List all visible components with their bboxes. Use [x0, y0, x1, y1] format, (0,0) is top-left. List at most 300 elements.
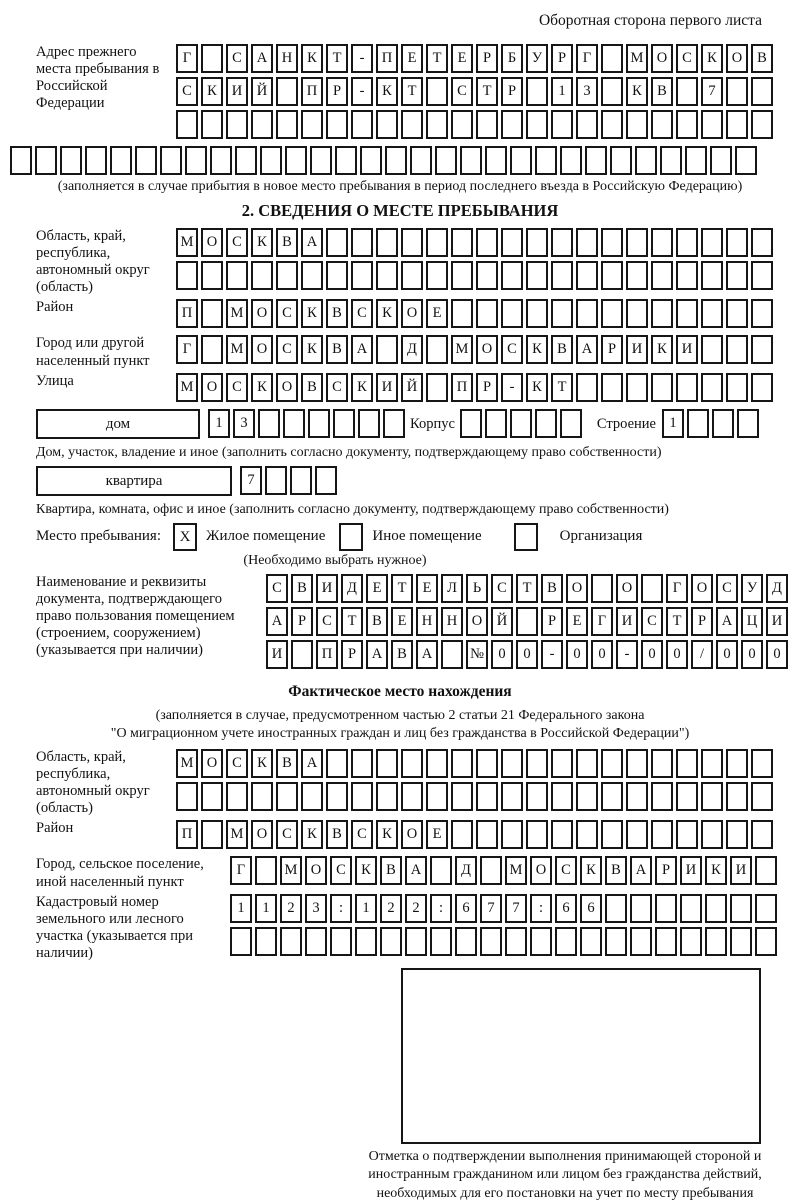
char-cell: В — [301, 373, 323, 402]
char-cell: 0 — [741, 640, 763, 669]
char-cell: 0 — [666, 640, 688, 669]
char-cell — [651, 110, 673, 139]
section2-title: 2. СВЕДЕНИЯ О МЕСТЕ ПРЕБЫВАНИЯ — [241, 201, 559, 220]
char-cell: Т — [551, 373, 573, 402]
char-cell: П — [176, 299, 198, 328]
char-cell — [560, 409, 582, 438]
char-cell: В — [651, 77, 673, 106]
char-cell: Т — [516, 574, 538, 603]
char-cell — [651, 373, 673, 402]
char-cell: Г — [591, 607, 613, 636]
char-cell — [660, 146, 682, 175]
char-cell: 6 — [555, 894, 577, 923]
dom-row — [36, 409, 790, 442]
char-cell: 7 — [505, 894, 527, 923]
char-cell: К — [526, 373, 548, 402]
char-cell — [635, 146, 657, 175]
char-cell — [435, 146, 457, 175]
char-cell — [110, 146, 132, 175]
char-cell: С — [641, 607, 663, 636]
char-cell — [290, 466, 312, 495]
char-cell: И — [226, 77, 248, 106]
char-cell — [355, 927, 377, 956]
char-cell — [751, 820, 773, 849]
char-cell — [687, 409, 709, 438]
checkbox-organization — [514, 523, 538, 551]
fact-rayon-block — [10, 820, 790, 853]
char-cell: И — [730, 856, 752, 885]
char-cell — [301, 110, 323, 139]
char-cell: С — [716, 574, 738, 603]
char-cell — [176, 782, 198, 811]
char-cell — [401, 782, 423, 811]
char-cell — [576, 373, 598, 402]
char-cell — [441, 640, 463, 669]
char-cell: С — [226, 373, 248, 402]
ulitsa-row — [176, 373, 776, 403]
char-cell — [530, 927, 552, 956]
char-cell: - — [501, 373, 523, 402]
char-cell — [726, 299, 748, 328]
char-cell — [201, 110, 223, 139]
fact-oblast-label: Область, край, республика, автономный округ (область) — [36, 749, 150, 817]
char-cell — [455, 927, 477, 956]
char-cell: М — [226, 299, 248, 328]
char-cell: М — [226, 820, 248, 849]
char-cell: Р — [601, 335, 623, 364]
gorod-block — [10, 335, 790, 369]
char-cell — [265, 466, 287, 495]
char-cell: К — [251, 749, 273, 778]
char-cell — [526, 299, 548, 328]
char-cell — [451, 749, 473, 778]
char-cell — [201, 820, 223, 849]
char-cell — [551, 299, 573, 328]
char-cell — [401, 261, 423, 290]
char-cell — [576, 299, 598, 328]
char-cell: : — [430, 894, 452, 923]
rayon-block — [10, 299, 790, 332]
char-cell — [476, 228, 498, 257]
char-cell: С — [226, 44, 248, 73]
char-cell — [451, 228, 473, 257]
kadastr-row-2 — [230, 927, 780, 957]
rayon-row — [176, 299, 776, 329]
char-cell: С — [351, 820, 373, 849]
char-cell — [601, 373, 623, 402]
ulitsa-block — [10, 373, 790, 406]
char-cell — [430, 856, 452, 885]
char-cell — [535, 409, 557, 438]
char-cell: 0 — [766, 640, 788, 669]
oblast-label: Область, край, республика, автономный округ (область) — [36, 228, 150, 296]
char-cell: М — [626, 44, 648, 73]
char-cell — [626, 749, 648, 778]
char-cell — [601, 110, 623, 139]
char-cell — [701, 335, 723, 364]
char-cell: М — [176, 749, 198, 778]
char-cell — [526, 77, 548, 106]
fact-gorod-block — [10, 856, 790, 890]
char-cell — [551, 782, 573, 811]
char-cell: 0 — [716, 640, 738, 669]
char-cell — [676, 299, 698, 328]
char-cell: О — [691, 574, 713, 603]
char-cell: У — [526, 44, 548, 73]
char-cell: Н — [276, 44, 298, 73]
char-cell — [651, 782, 673, 811]
char-cell — [701, 820, 723, 849]
oblast-row-2 — [176, 261, 776, 291]
doc-block — [10, 574, 790, 673]
char-cell: / — [691, 640, 713, 669]
char-cell — [726, 77, 748, 106]
char-cell — [626, 261, 648, 290]
char-cell — [551, 261, 573, 290]
char-cell — [251, 110, 273, 139]
prev-address-row-3 — [176, 110, 776, 140]
char-cell — [385, 146, 407, 175]
char-cell: К — [301, 299, 323, 328]
char-cell — [576, 749, 598, 778]
fact-note-line-1: (заполняется в случае, предусмотренном частью 2 статьи 21 Федерального закона — [155, 707, 645, 723]
char-cell — [301, 782, 323, 811]
char-cell — [701, 261, 723, 290]
char-cell — [383, 409, 405, 438]
char-cell: Й — [401, 373, 423, 402]
char-cell — [376, 110, 398, 139]
fact-rayon-row — [176, 820, 776, 850]
char-cell — [712, 409, 734, 438]
char-cell — [201, 782, 223, 811]
char-cell — [305, 927, 327, 956]
char-cell: А — [266, 607, 288, 636]
char-cell — [451, 782, 473, 811]
char-cell: О — [251, 299, 273, 328]
prev-address-row-1 — [176, 44, 776, 74]
char-cell: 3 — [233, 409, 255, 438]
char-cell: И — [266, 640, 288, 669]
char-cell: Т — [426, 44, 448, 73]
char-cell — [710, 146, 732, 175]
char-cell — [326, 110, 348, 139]
char-cell — [501, 261, 523, 290]
char-cell: - — [541, 640, 563, 669]
char-cell: М — [176, 373, 198, 402]
char-cell — [451, 261, 473, 290]
char-cell — [601, 77, 623, 106]
char-cell — [426, 261, 448, 290]
char-cell — [601, 44, 623, 73]
char-cell — [601, 782, 623, 811]
char-cell: А — [716, 607, 738, 636]
char-cell — [555, 927, 577, 956]
char-cell — [280, 927, 302, 956]
char-cell: О — [401, 820, 423, 849]
char-cell: С — [226, 749, 248, 778]
char-cell — [651, 228, 673, 257]
char-cell — [426, 782, 448, 811]
char-cell — [460, 409, 482, 438]
char-cell: К — [376, 77, 398, 106]
char-cell: А — [630, 856, 652, 885]
char-cell — [701, 110, 723, 139]
char-cell: С — [276, 299, 298, 328]
char-cell: А — [405, 856, 427, 885]
confirmation-stamp-note: Отметка о подтверждении выполнения принимающей стороной и иностранным гражданином или лицом без гражданства действий, необходимых для его постановки на учет по месту пребывания — [368, 1149, 762, 1201]
char-cell — [576, 782, 598, 811]
char-cell: О — [476, 335, 498, 364]
char-cell: А — [301, 749, 323, 778]
char-cell: Г — [576, 44, 598, 73]
char-cell: Й — [491, 607, 513, 636]
char-cell — [655, 927, 677, 956]
char-cell: В — [605, 856, 627, 885]
char-cell — [476, 110, 498, 139]
stroenie-cells — [662, 409, 762, 439]
char-cell — [591, 574, 613, 603]
char-cell: И — [680, 856, 702, 885]
char-cell: О — [726, 44, 748, 73]
char-cell: А — [576, 335, 598, 364]
char-cell: К — [301, 335, 323, 364]
char-cell — [326, 782, 348, 811]
char-cell — [726, 749, 748, 778]
char-cell — [526, 820, 548, 849]
char-cell — [751, 299, 773, 328]
char-cell: 0 — [516, 640, 538, 669]
char-cell: О — [201, 228, 223, 257]
char-cell — [351, 228, 373, 257]
char-cell: А — [351, 335, 373, 364]
char-cell: О — [201, 373, 223, 402]
char-cell — [326, 261, 348, 290]
char-cell — [501, 228, 523, 257]
char-cell: Л — [441, 574, 463, 603]
char-cell — [576, 261, 598, 290]
char-cell: А — [416, 640, 438, 669]
char-cell — [701, 749, 723, 778]
char-cell — [185, 146, 207, 175]
char-cell — [210, 146, 232, 175]
char-cell — [685, 146, 707, 175]
kadastr-label: Кадастровый номер земельного или лесного участка (указывается при наличии) — [36, 893, 193, 962]
char-cell — [376, 228, 398, 257]
char-cell: К — [580, 856, 602, 885]
char-cell — [726, 110, 748, 139]
char-cell — [701, 299, 723, 328]
char-cell: В — [326, 335, 348, 364]
char-cell: А — [366, 640, 388, 669]
doc-row-3 — [266, 640, 791, 670]
char-cell: П — [451, 373, 473, 402]
gorod-row — [176, 335, 776, 365]
char-cell: С — [451, 77, 473, 106]
char-cell — [315, 466, 337, 495]
char-cell — [576, 820, 598, 849]
char-cell: С — [176, 77, 198, 106]
doc-row-2 — [266, 607, 791, 637]
char-cell — [201, 299, 223, 328]
char-cell — [601, 228, 623, 257]
char-cell — [426, 77, 448, 106]
option-other-premises-label: Иное помещение — [372, 528, 482, 545]
char-cell — [460, 146, 482, 175]
fact-oblast-row-2 — [176, 782, 776, 812]
char-cell — [626, 782, 648, 811]
char-cell: А — [251, 44, 273, 73]
char-cell: 7 — [240, 466, 262, 495]
char-cell: О — [251, 335, 273, 364]
char-cell — [580, 927, 602, 956]
char-cell: Е — [366, 574, 388, 603]
char-cell — [335, 146, 357, 175]
ulitsa-label: Улица — [36, 372, 74, 389]
char-cell — [560, 146, 582, 175]
char-cell — [526, 228, 548, 257]
place-type-label: Место пребывания: — [36, 528, 161, 545]
rayon-label: Район — [36, 299, 74, 316]
char-cell — [501, 749, 523, 778]
char-cell: - — [351, 44, 373, 73]
char-cell — [605, 894, 627, 923]
char-cell: 1 — [230, 894, 252, 923]
char-cell — [255, 927, 277, 956]
char-cell: 3 — [576, 77, 598, 106]
char-cell: Е — [426, 820, 448, 849]
page-header-note: Оборотная сторона первого листа — [538, 12, 762, 29]
char-cell: О — [651, 44, 673, 73]
char-cell — [251, 261, 273, 290]
char-cell: 2 — [280, 894, 302, 923]
char-cell: В — [391, 640, 413, 669]
char-cell — [516, 607, 538, 636]
char-cell: К — [376, 299, 398, 328]
char-cell: П — [376, 44, 398, 73]
char-cell — [310, 146, 332, 175]
char-cell — [705, 927, 727, 956]
char-cell — [326, 749, 348, 778]
char-cell: 6 — [455, 894, 477, 923]
char-cell — [251, 782, 273, 811]
char-cell: Е — [416, 574, 438, 603]
char-cell: К — [705, 856, 727, 885]
char-cell — [737, 409, 759, 438]
char-cell — [510, 409, 532, 438]
char-cell — [485, 146, 507, 175]
char-cell — [308, 409, 330, 438]
char-cell — [676, 373, 698, 402]
char-cell: В — [276, 749, 298, 778]
char-cell: В — [276, 228, 298, 257]
char-cell — [676, 77, 698, 106]
char-cell: 2 — [380, 894, 402, 923]
char-cell: П — [301, 77, 323, 106]
char-cell — [510, 146, 532, 175]
confirmation-stamp-box — [401, 968, 761, 1144]
char-cell — [680, 894, 702, 923]
char-cell — [226, 261, 248, 290]
char-cell — [351, 782, 373, 811]
char-cell — [301, 261, 323, 290]
char-cell — [641, 574, 663, 603]
prev-address-block — [10, 44, 790, 143]
char-cell — [680, 927, 702, 956]
char-cell — [255, 856, 277, 885]
oblast-block — [10, 228, 790, 296]
char-cell — [376, 335, 398, 364]
char-cell — [726, 782, 748, 811]
char-cell — [476, 749, 498, 778]
char-cell: 1 — [551, 77, 573, 106]
char-cell: С — [351, 299, 373, 328]
kvartira-note: Квартира, комната, офис и иное (заполнить согласно документу, подтверждающему право собственности) — [36, 501, 669, 517]
char-cell: С — [501, 335, 523, 364]
char-cell — [610, 146, 632, 175]
char-cell — [410, 146, 432, 175]
checkbox-residential: X — [173, 523, 197, 551]
char-cell — [705, 894, 727, 923]
char-cell: 1 — [662, 409, 684, 438]
char-cell — [701, 782, 723, 811]
char-cell — [201, 44, 223, 73]
char-cell: Р — [691, 607, 713, 636]
checkbox-other-premises — [339, 523, 363, 551]
char-cell: У — [741, 574, 763, 603]
char-cell — [276, 782, 298, 811]
char-cell — [401, 228, 423, 257]
char-cell — [526, 110, 548, 139]
char-cell — [426, 373, 448, 402]
char-cell: О — [616, 574, 638, 603]
char-cell — [601, 820, 623, 849]
char-cell — [751, 110, 773, 139]
prev-address-label: Адрес прежнего места пребывания в Российской Федерации — [36, 44, 160, 112]
char-cell — [476, 299, 498, 328]
char-cell: 0 — [566, 640, 588, 669]
char-cell: Г — [176, 335, 198, 364]
stroenie-label: Строение — [596, 415, 656, 432]
char-cell — [605, 927, 627, 956]
char-cell — [426, 110, 448, 139]
char-cell: С — [276, 335, 298, 364]
char-cell: Ц — [741, 607, 763, 636]
char-cell: 6 — [580, 894, 602, 923]
char-cell: Б — [501, 44, 523, 73]
char-cell — [751, 261, 773, 290]
char-cell: А — [301, 228, 323, 257]
char-cell — [726, 335, 748, 364]
char-cell — [651, 820, 673, 849]
char-cell — [176, 110, 198, 139]
char-cell — [726, 228, 748, 257]
char-cell — [226, 110, 248, 139]
fact-rayon-label: Район — [36, 820, 74, 837]
char-cell — [751, 228, 773, 257]
char-cell — [451, 820, 473, 849]
char-cell: В — [366, 607, 388, 636]
char-cell: 7 — [480, 894, 502, 923]
fact-oblast-block — [10, 749, 790, 817]
char-cell — [576, 228, 598, 257]
char-cell — [735, 146, 757, 175]
char-cell: К — [201, 77, 223, 106]
char-cell: И — [626, 335, 648, 364]
char-cell: Р — [551, 44, 573, 73]
char-cell — [551, 110, 573, 139]
char-cell — [755, 894, 777, 923]
char-cell — [326, 228, 348, 257]
